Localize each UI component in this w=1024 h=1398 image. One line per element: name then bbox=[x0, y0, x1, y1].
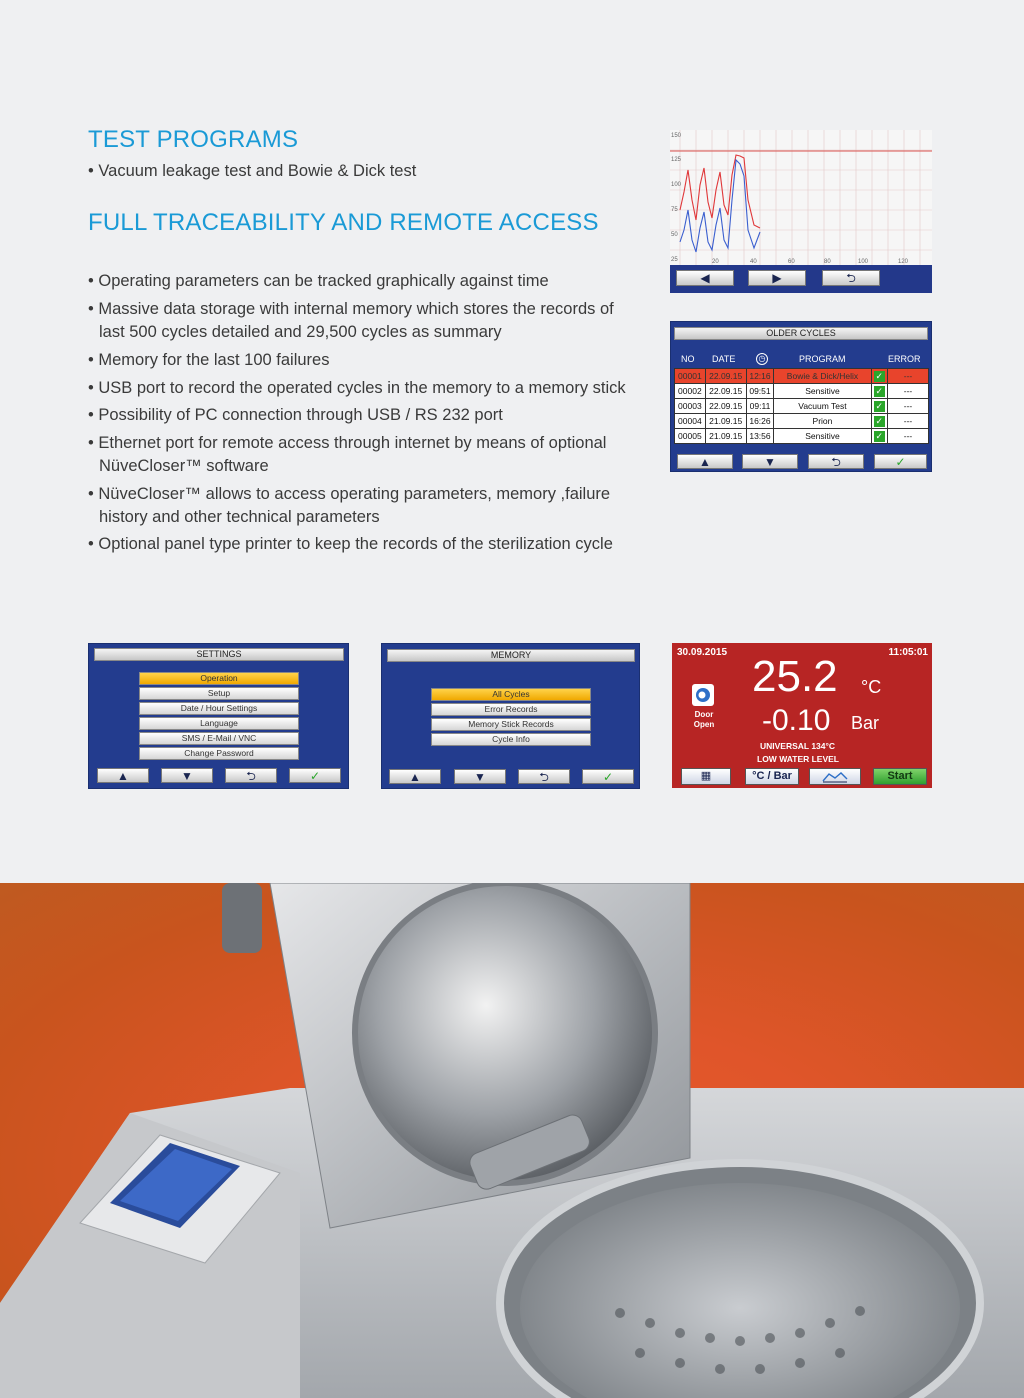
cell-date: 21.09.15 bbox=[705, 414, 746, 429]
menu-item-sms[interactable]: SMS / E-Mail / VNC bbox=[139, 732, 299, 745]
cycles-up-button[interactable]: ▲ bbox=[677, 454, 733, 469]
cell-program: Prion bbox=[774, 414, 871, 429]
cell-check bbox=[871, 429, 887, 444]
cycles-header bbox=[674, 354, 929, 366]
menu-item-setup[interactable]: Setup bbox=[139, 687, 299, 700]
cell-error: --- bbox=[887, 369, 928, 384]
memory-up-button[interactable]: ▲ bbox=[389, 769, 441, 784]
graph-back-button[interactable]: ◀ bbox=[676, 270, 734, 286]
memory-ok-button[interactable]: ✓ bbox=[582, 769, 634, 784]
red-series-line bbox=[680, 155, 760, 228]
start-button[interactable]: Start bbox=[873, 768, 927, 785]
settings-screen bbox=[88, 643, 349, 789]
bullet-item: • Operating parameters can be tracked graphically against time bbox=[88, 272, 549, 290]
menu-grid-button[interactable]: ▦ bbox=[681, 768, 731, 785]
x-tick: 20 bbox=[712, 259, 719, 265]
pressure-unit: Bar bbox=[851, 713, 880, 733]
check-icon: ✓ bbox=[875, 415, 884, 426]
table-row[interactable] bbox=[675, 414, 929, 429]
bullet-item: • Ethernet port for remote access through internet by means of optional NüveCloser™ software bbox=[88, 434, 607, 475]
cell-program: Vacuum Test bbox=[774, 399, 871, 414]
x-tick: 100 bbox=[858, 259, 869, 265]
menu-item-language[interactable]: Language bbox=[139, 717, 299, 730]
cell-date: 22.09.15 bbox=[705, 369, 746, 384]
cell-error: --- bbox=[887, 429, 928, 444]
cell-check bbox=[871, 399, 887, 414]
menu-item-all-cycles[interactable]: All Cycles bbox=[431, 688, 591, 701]
bullet-item: • Possibility of PC connection through USB / RS 232 port bbox=[88, 406, 503, 424]
cell-check bbox=[871, 369, 887, 384]
check-icon: ✓ bbox=[875, 370, 884, 381]
door-line1: Door bbox=[694, 710, 714, 719]
older-cycles-title: OLDER CYCLES bbox=[674, 327, 928, 340]
clock-icon: ◷ bbox=[756, 353, 768, 365]
settings-ok-button[interactable]: ✓ bbox=[289, 768, 341, 783]
memory-return-button[interactable]: ⮌ bbox=[518, 769, 570, 784]
menu-item-password[interactable]: Change Password bbox=[139, 747, 299, 760]
cell-date: 21.09.15 bbox=[705, 429, 746, 444]
temperature-unit: °C bbox=[861, 677, 882, 697]
graph-svg bbox=[670, 130, 932, 265]
bullet-item: • Massive data storage with internal memory which stores the records of last 500 cycles detailed and 29,500 cycles as summary bbox=[88, 300, 614, 341]
cell-program: Sensitive bbox=[774, 429, 871, 444]
graph-screen bbox=[670, 130, 932, 293]
menu-item-memory-stick[interactable]: Memory Stick Records bbox=[431, 718, 591, 731]
door-status bbox=[692, 710, 716, 730]
bullet-item: • Optional panel type printer to keep the records of the sterilization cycle bbox=[88, 535, 613, 553]
memory-screen bbox=[381, 643, 640, 789]
cell-error: --- bbox=[887, 384, 928, 399]
cell-check bbox=[871, 384, 887, 399]
test-programs-bullet: • Vacuum leakage test and Bowie & Dick test bbox=[88, 162, 417, 180]
menu-item-date-hour[interactable]: Date / Hour Settings bbox=[139, 702, 299, 715]
memory-title: MEMORY bbox=[387, 649, 635, 662]
warning-text: LOW WATER LEVEL bbox=[757, 754, 840, 764]
menu-item-error-records[interactable]: Error Records bbox=[431, 703, 591, 716]
graph-button[interactable] bbox=[809, 768, 861, 785]
cell-time: 13:56 bbox=[746, 429, 774, 444]
x-tick: 60 bbox=[788, 259, 795, 265]
y-tick: 25 bbox=[671, 257, 678, 263]
y-tick: 150 bbox=[671, 133, 682, 139]
cell-no: 00004 bbox=[675, 414, 706, 429]
table-row[interactable] bbox=[675, 384, 929, 399]
table-row[interactable] bbox=[675, 429, 929, 444]
cycles-down-button[interactable]: ▼ bbox=[742, 454, 798, 469]
cell-no: 00005 bbox=[675, 429, 706, 444]
cell-time: 09:11 bbox=[746, 399, 774, 414]
header-error: ERROR bbox=[888, 354, 921, 364]
status-date: 30.09.2015 bbox=[677, 647, 728, 658]
cell-program: Sensitive bbox=[774, 384, 871, 399]
autoclave-illustration bbox=[0, 883, 1024, 1398]
settings-down-button[interactable]: ▼ bbox=[161, 768, 213, 783]
cycles-table bbox=[674, 368, 929, 444]
graph-plot bbox=[670, 130, 932, 265]
bullet-item: • Memory for the last 100 failures bbox=[88, 351, 330, 369]
cell-no: 00003 bbox=[675, 399, 706, 414]
header-program: PROGRAM bbox=[799, 354, 846, 364]
settings-return-button[interactable]: ⮌ bbox=[225, 768, 277, 783]
graph-icon bbox=[820, 770, 850, 783]
header-date: DATE bbox=[712, 354, 736, 364]
status-time: 11:05:01 bbox=[888, 647, 928, 658]
cell-no: 00002 bbox=[675, 384, 706, 399]
status-screen bbox=[672, 643, 932, 788]
cell-date: 22.09.15 bbox=[705, 399, 746, 414]
x-tick: 80 bbox=[824, 259, 831, 265]
cell-program: Bowie & Dick/Helix bbox=[774, 369, 871, 384]
x-tick: 40 bbox=[750, 259, 757, 265]
x-tick: 120 bbox=[898, 259, 909, 265]
menu-item-operation[interactable]: Operation bbox=[139, 672, 299, 685]
menu-item-cycle-info[interactable]: Cycle Info bbox=[431, 733, 591, 746]
door-icon bbox=[692, 684, 714, 706]
y-tick: 50 bbox=[671, 232, 678, 238]
check-icon: ✓ bbox=[875, 385, 884, 396]
y-tick: 100 bbox=[671, 182, 682, 188]
test-programs-heading: TEST PROGRAMS bbox=[88, 126, 299, 153]
temperature-value: 25.2 bbox=[752, 652, 838, 701]
memory-down-button[interactable]: ▼ bbox=[454, 769, 506, 784]
pressure-value: -0.10 bbox=[762, 704, 831, 737]
check-icon: ✓ bbox=[875, 400, 884, 411]
cell-error: --- bbox=[887, 414, 928, 429]
program-name: UNIVERSAL 134°C bbox=[760, 741, 836, 751]
y-tick: 125 bbox=[671, 157, 682, 163]
y-tick: 75 bbox=[671, 207, 678, 213]
bullet-item: • USB port to record the operated cycles in the memory to a memory stick bbox=[88, 379, 626, 397]
cell-check bbox=[871, 414, 887, 429]
table-row[interactable] bbox=[675, 399, 929, 414]
cell-time: 16:26 bbox=[746, 414, 774, 429]
cell-time: 12:16 bbox=[746, 369, 774, 384]
autoclave-photo bbox=[0, 883, 1024, 1398]
traceability-heading: FULL TRACEABILITY AND REMOTE ACCESS bbox=[88, 209, 599, 236]
settings-up-button[interactable]: ▲ bbox=[97, 768, 149, 783]
cycles-ok-button[interactable]: ✓ bbox=[874, 454, 927, 469]
graph-return-button[interactable]: ⮌ bbox=[822, 270, 880, 286]
table-row[interactable] bbox=[675, 369, 929, 384]
cell-time: 09:51 bbox=[746, 384, 774, 399]
units-button[interactable]: °C / Bar bbox=[745, 768, 799, 785]
settings-title: SETTINGS bbox=[94, 648, 344, 661]
bullet-item: • NüveCloser™ allows to access operating parameters, memory ,failure history and other technical parameters bbox=[88, 485, 611, 526]
graph-forward-button[interactable]: ▶ bbox=[748, 270, 806, 286]
cell-error: --- bbox=[887, 399, 928, 414]
older-cycles-screen bbox=[670, 321, 932, 472]
door-line2: Open bbox=[693, 720, 715, 729]
cell-date: 22.09.15 bbox=[705, 384, 746, 399]
check-icon: ✓ bbox=[875, 430, 884, 441]
header-no: NO bbox=[681, 354, 695, 364]
cell-no: 00001 bbox=[675, 369, 706, 384]
cycles-return-button[interactable]: ⮌ bbox=[808, 454, 864, 469]
